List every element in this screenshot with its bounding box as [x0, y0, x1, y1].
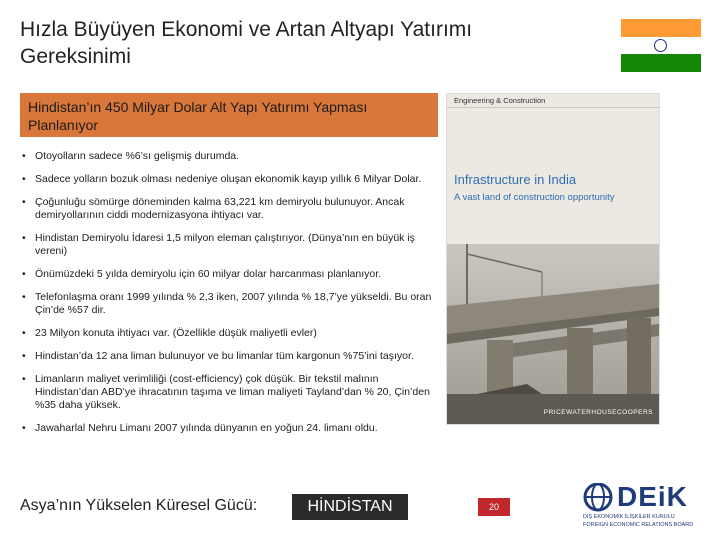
- footer-highlight: HİNDİSTAN: [292, 494, 408, 520]
- deik-logo: [583, 483, 713, 533]
- footer-text: Asya’nın Yükselen Küresel Gücü:: [20, 497, 258, 514]
- cover-divider: [447, 107, 659, 108]
- page-number: 20: [478, 498, 510, 516]
- bullet-item: • Önümüzdeki 5 yılda demiryolu için 60 milyar dolar harcanması planlanıyor.: [20, 268, 440, 281]
- bullet-item: • Sadece yolların bozuk olması nedeniye oluşan ekonomik kayıp yıllık 6 Milyar Dolar.: [20, 173, 440, 186]
- slide-title: Hızla Büyüyen Ekonomi ve Artan Altyapı Yatırımı Gereksinimi: [20, 18, 473, 68]
- india-flag-icon: [621, 19, 701, 72]
- bullet-item: • Limanların maliyet verimliliği (cost-efficiency) çok düşük. Bir tekstil malının Hindistan’dan ABD’ye ihracatının taşıma ve liman maliyeti Tayland’dan % 20, Çin’den %35 daha yüksek.: [20, 373, 440, 412]
- bullet-item: • Jawaharlal Nehru Limanı 2007 yılında dünyanın en yoğun 24. limanı oldu.: [20, 422, 440, 435]
- logo-subtitle-tr: DIŞ EKONOMİK İLİŞKİLER KURULU: [583, 514, 675, 520]
- bullet-item: • Hindistan Demiryolu İdaresi 1,5 milyon eleman çalıştırıyor. (Dünya’nın en büyük iş vereni): [20, 232, 440, 258]
- logo-wordmark: DEiK: [617, 481, 688, 512]
- bridge-construction-photo: [447, 244, 659, 424]
- bullet-item: • Telefonlaşma oranı 1999 yılında % 2,3 iken, 2007 yılında % 18,7’ye yükseldi. Bu oran Çin’de %57 dir.: [20, 291, 440, 317]
- report-cover-image: [446, 93, 660, 425]
- bullet-list: [20, 150, 440, 445]
- cover-tag: Engineering & Construction: [454, 96, 546, 105]
- bullet-item: • Otoyolların sadece %6’sı gelişmiş durumda.: [20, 150, 440, 163]
- bullet-item: • 23 Milyon konuta ihtiyacı var. (Özellikle düşük maliyetli evler): [20, 327, 440, 340]
- cover-brand: PRICEWATERHOUSECOOPERS: [543, 409, 653, 416]
- globe-logo-icon: [583, 483, 617, 513]
- cover-title: Infrastructure in India: [454, 172, 577, 187]
- cover-subtitle: A vast land of construction opportunity: [454, 192, 615, 203]
- subheading: Hindistan’ın 450 Milyar Dolar Alt Yapı Yatırımı Yapması Planlanıyor: [20, 93, 438, 137]
- bullet-item: • Çoğunluğu sömürge döneminden kalma 63,221 km demiryolu bulunuyor. Ancak demiryollarının ciddi modernizasyona ihtiyacı var.: [20, 196, 440, 222]
- logo-subtitle-en: FOREIGN ECONOMIC RELATIONS BOARD: [583, 522, 694, 528]
- bullet-item: • Hindistan’da 12 ana liman bulunuyor ve bu limanlar tüm kargonun %75’ini taşıyor.: [20, 350, 440, 363]
